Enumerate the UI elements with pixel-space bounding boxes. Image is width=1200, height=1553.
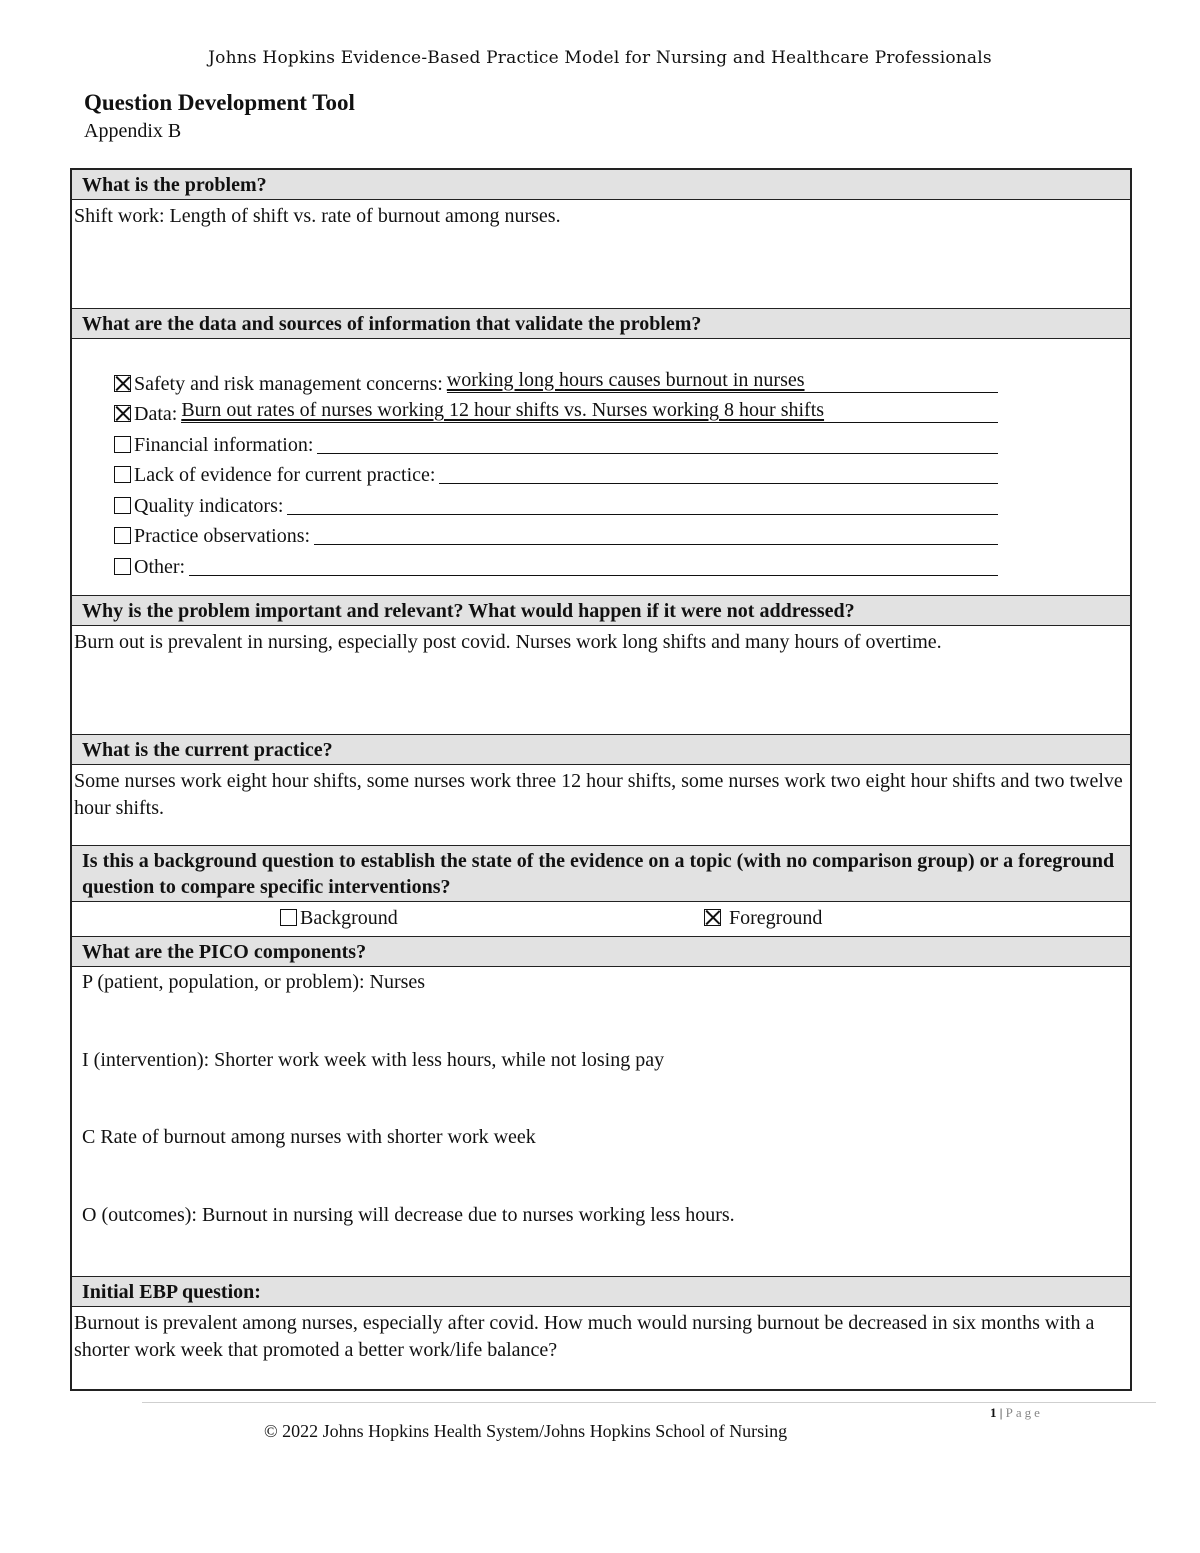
question-type-options: [72, 902, 1130, 937]
pico-c: C Rate of burnout among nurses with shorter work week: [82, 1126, 536, 1148]
problem-answer: Shift work: Length of shift vs. rate of burnout among nurses.: [74, 205, 561, 227]
checklist-item[interactable]: [114, 459, 998, 490]
footer-divider: [142, 1402, 1156, 1403]
ebp-question-cell[interactable]: [72, 1307, 1130, 1389]
question-type-heading: Is this a background question to establish the state of the evidence on a topic (with no comparison group) or a foreground question to compare specific interventions?: [72, 846, 1130, 902]
pico-cell[interactable]: [72, 967, 1130, 1277]
importance-heading: Why is the problem important and relevant? What would happen if it were not addressed?: [72, 596, 1130, 626]
current-practice-heading: What is the current practice?: [72, 735, 1130, 765]
checklist-item-value[interactable]: [189, 575, 998, 576]
checklist-item[interactable]: [114, 489, 998, 520]
background-checkbox[interactable]: [280, 909, 297, 926]
current-practice-cell[interactable]: [72, 765, 1130, 846]
checklist-item[interactable]: [114, 367, 998, 398]
running-header: Johns Hopkins Evidence-Based Practice Model for Nursing and Healthcare Professionals: [208, 48, 992, 68]
pico-heading: What are the PICO components?: [72, 937, 1130, 967]
checklist-item-value[interactable]: [287, 514, 998, 515]
problem-answer-cell[interactable]: [72, 200, 1130, 309]
ebp-question-heading: Initial EBP question:: [72, 1277, 1130, 1307]
importance-answer-cell[interactable]: [72, 626, 1130, 735]
empty-checkbox-icon[interactable]: [114, 466, 131, 483]
page-word: Page: [1005, 1405, 1043, 1420]
checklist-item-value[interactable]: [314, 544, 998, 545]
importance-answer: Burn out is prevalent in nursing, especially post covid. Nurses work long shifts and many hours of overtime.: [74, 631, 942, 653]
checklist-item[interactable]: [114, 398, 998, 429]
sources-heading: What are the data and sources of information that validate the problem?: [72, 309, 1130, 339]
problem-heading: What is the problem?: [72, 170, 1130, 200]
checklist-item-value[interactable]: Burn out rates of nurses working 12 hour shifts vs. Nurses working 8 hour shifts: [181, 398, 998, 423]
checklist-item-value[interactable]: [317, 453, 998, 454]
checklist-item-label: Data:: [134, 403, 178, 425]
checklist-item-label: Quality indicators:: [134, 494, 284, 517]
empty-checkbox-icon[interactable]: [114, 497, 131, 514]
pico-p: P (patient, population, or problem): Nurses: [82, 971, 426, 993]
checklist-item[interactable]: [114, 550, 998, 581]
checked-checkbox-icon[interactable]: [114, 375, 131, 392]
foreground-checkbox[interactable]: [704, 909, 721, 926]
empty-checkbox-icon[interactable]: [114, 527, 131, 544]
foreground-label: Foreground: [724, 907, 823, 929]
empty-checkbox-icon[interactable]: [114, 436, 131, 453]
checklist-item-label: Other:: [134, 555, 186, 578]
current-practice-answer: Some nurses work eight hour shifts, some nurses work three 12 hour shifts, some nurses work two eight hour shifts and two twelve hour shifts.: [74, 770, 1123, 819]
pico-i: I (intervention): Shorter work week with less hours, while not losing pay: [82, 1048, 665, 1071]
checklist-item[interactable]: [114, 520, 998, 551]
checklist-item-value[interactable]: working long hours causes burnout in nurses: [447, 368, 998, 393]
checklist-item-label: Practice observations:: [134, 525, 311, 547]
background-label: Background: [300, 907, 398, 929]
page-number: [990, 1405, 1043, 1421]
checklist-item-label: Lack of evidence for current practice:: [134, 464, 436, 486]
copyright-footer: © 2022 Johns Hopkins Health System/Johns Hopkins School of Nursing: [264, 1421, 788, 1441]
page-separator: |: [996, 1405, 1006, 1420]
checklist-item-value[interactable]: [439, 483, 998, 484]
sources-cell: [72, 339, 1130, 596]
empty-checkbox-icon[interactable]: [114, 558, 131, 575]
checklist-item-label: Financial information:: [134, 433, 314, 456]
document-subtitle: Appendix B: [84, 120, 182, 142]
ebp-question-answer: Burnout is prevalent among nurses, especially after covid. How much would nursing burnout be decreased in six months with a shorter work week that promoted a better work/life balance?: [74, 1312, 1095, 1361]
question-development-form: [70, 168, 1132, 1391]
checklist-item-label: Safety and risk management concerns:: [134, 372, 443, 395]
pico-o: O (outcomes): Burnout in nursing will decrease due to nurses working less hours.: [82, 1203, 735, 1226]
document-title: Question Development Tool: [84, 90, 355, 115]
background-option[interactable]: [280, 905, 398, 932]
checked-checkbox-icon[interactable]: [114, 405, 131, 422]
checklist-item[interactable]: [114, 428, 998, 459]
page-number-value: 1: [990, 1405, 997, 1420]
sources-checklist: [72, 339, 1130, 591]
foreground-option[interactable]: [704, 905, 822, 932]
